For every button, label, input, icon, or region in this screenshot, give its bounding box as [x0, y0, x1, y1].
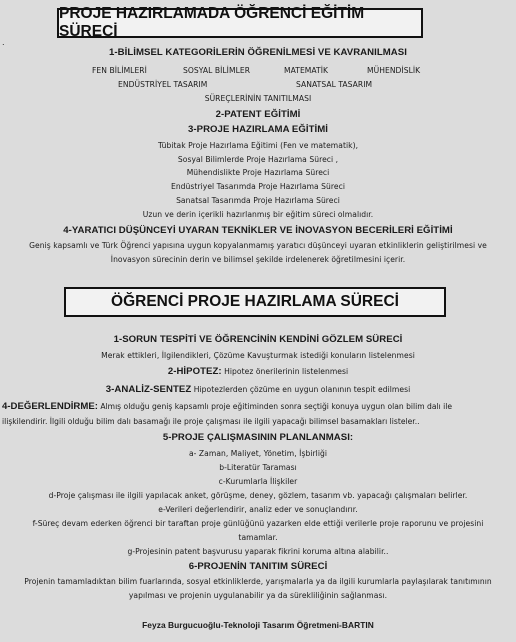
step-5-item: b-Literatür Taraması: [219, 463, 297, 472]
step-1-heading: 1-SORUN TESPİTİ VE ÖĞRENCİNİN KENDİNİ GÖZLEM SÜRECİ: [113, 334, 403, 345]
section-2-heading: 2-PATENT EĞİTİMİ: [215, 109, 301, 120]
step-5-item: f-Süreç devam ederken öğrenci bir taraftan proje günlüğünü yazarken elde ettiği verilerle proje raporunu ve projesini: [32, 519, 484, 528]
category-sosyal: SOSYAL BİLİMLER: [183, 66, 251, 75]
second-title: ÖĞRENCİ PROJE HAZIRLAMA SÜRECİ: [111, 293, 399, 310]
section-3-heading: 3-PROJE HAZIRLAMA EĞİTİMİ: [187, 124, 328, 135]
step-5-item: g-Projesinin patent başvurusu yaparak fikrini koruma altına alabilir..: [127, 547, 389, 556]
section-4-heading: 4-YARATICI DÜŞÜNCEYİ UYARAN TEKNİKLER VE İNOVASYON BECERİLERİ EĞİTİMİ: [63, 225, 453, 236]
step-2-heading: 2-HİPOTEZ:: [167, 366, 222, 377]
step-4-heading: 4-DEĞERLENDİRME:: [2, 401, 98, 412]
step-1-text: Merak ettikleri, İlgilendikleri, Çözüme Kavuşturmak istediği konuların listelenmesi: [101, 351, 415, 360]
step-5-heading: 5-PROJE ÇALIŞMASININ PLANLANMASI:: [162, 432, 354, 443]
category-endustriyel: ENDÜSTRİYEL TASARIM: [118, 80, 208, 89]
category-fen: FEN BİLİMLERİ: [92, 66, 147, 75]
title-box-education-process: [57, 5, 423, 40]
section-4-line-2: İnovasyon sürecinin derin ve bilimsel şekilde irdelenerek öğretilmesini içerir.: [110, 255, 406, 264]
section-3-item: Sanatsal Tasarımda Proje Hazırlama Süreci: [176, 196, 340, 205]
step-6-line-1: Projenin tamamladıktan bilim fuarlarında, sosyal etkinliklerde, yarışmalarla ya da ilgili kurumlarla paylaşılarak tanıtımının: [24, 577, 492, 586]
step-5-item: d-Proje çalışması ile ilgili yapılacak anket, görüşme, deney, gözlem, tasarım vb. yapacağı çalışmaları belirler.: [48, 491, 468, 500]
author-footer: Feyza Burgucuoğlu-Teknoloji Tasarım Öğretmeni-BARTIN: [142, 620, 374, 630]
step-2-text: Hipotez önerilerinin listelenmesi: [221, 367, 349, 376]
step-5-item: tamamlar.: [238, 533, 278, 542]
title-box-project-process: [64, 287, 446, 317]
page-title: PROJE HAZIRLAMADA ÖĞRENCİ EĞİTİM SÜRECİ: [59, 5, 365, 40]
category-row-3: SÜREÇLERİNİN TANITILMASI: [204, 94, 312, 103]
category-muhendislik: MÜHENDİSLİK: [367, 66, 421, 75]
stray-dot: .: [2, 38, 5, 47]
category-matematik: MATEMATİK: [284, 66, 329, 75]
step-4-text: Almış olduğu geniş kapsamlı proje eğitiminden sonra seçtiği konuya uygun olan bilim dalı ile: [97, 402, 453, 411]
section-1-heading: 1-BİLİMSEL KATEGORİLERİN ÖĞRENİLMESİ VE KAVRANILMASI: [109, 47, 407, 58]
section-3-item: Uzun ve derin içerikli hazırlanmış bir eğitim süreci olmalıdır.: [142, 210, 374, 219]
step-6-line-2: yapılması ve projenin uygulanabilir ya da sürekliliğinin sağlanması.: [128, 591, 388, 600]
step-5-item: c-Kurumlarla İlişkiler: [218, 477, 298, 486]
step-4-row: [2, 401, 516, 412]
step-6-heading: 6-PROJENİN TANITIM SÜRECİ: [188, 561, 328, 572]
section-3-item: Endüstriyel Tasarımda Proje Hazırlama Süreci: [170, 182, 346, 191]
step-5-item: e-Verileri değerlendirir, analiz eder ve sonuçlandırır.: [158, 505, 358, 514]
step-3-heading: 3-ANALİZ-SENTEZ: [105, 384, 192, 395]
section-4-line-1: Geniş kapsamlı ve Türk Öğrenci yapısına uygun kopyalanmamış yaratıcı düşünceyi uyaran etkinliklerin geliştirilmesi ve: [29, 241, 487, 250]
step-3-text: Hipotezlerden çözüme en uygun olanının tespit edilmesi: [191, 385, 411, 394]
section-3-item: Tübitak Proje Hazırlama Eğitimi (Fen ve matematik),: [157, 141, 359, 150]
step-3-row: [0, 384, 516, 395]
step-4-line-2: ilişkilendirir. İlgili olduğu bilim dalı basamağı ile proje çalışması ile ilgili yapacağı bilimsel basamakları listeler..: [2, 417, 420, 426]
category-sanatsal: SANATSAL TASARIM: [296, 80, 373, 89]
step-2-row: [0, 366, 516, 377]
section-3-item: Sosyal Bilimlerde Proje Hazırlama Süreci ,: [177, 155, 339, 164]
section-3-item: Mühendislikte Proje Hazırlama Süreci: [186, 168, 330, 177]
step-5-item: a- Zaman, Maliyet, Yönetim, İşbirliği: [188, 449, 328, 458]
